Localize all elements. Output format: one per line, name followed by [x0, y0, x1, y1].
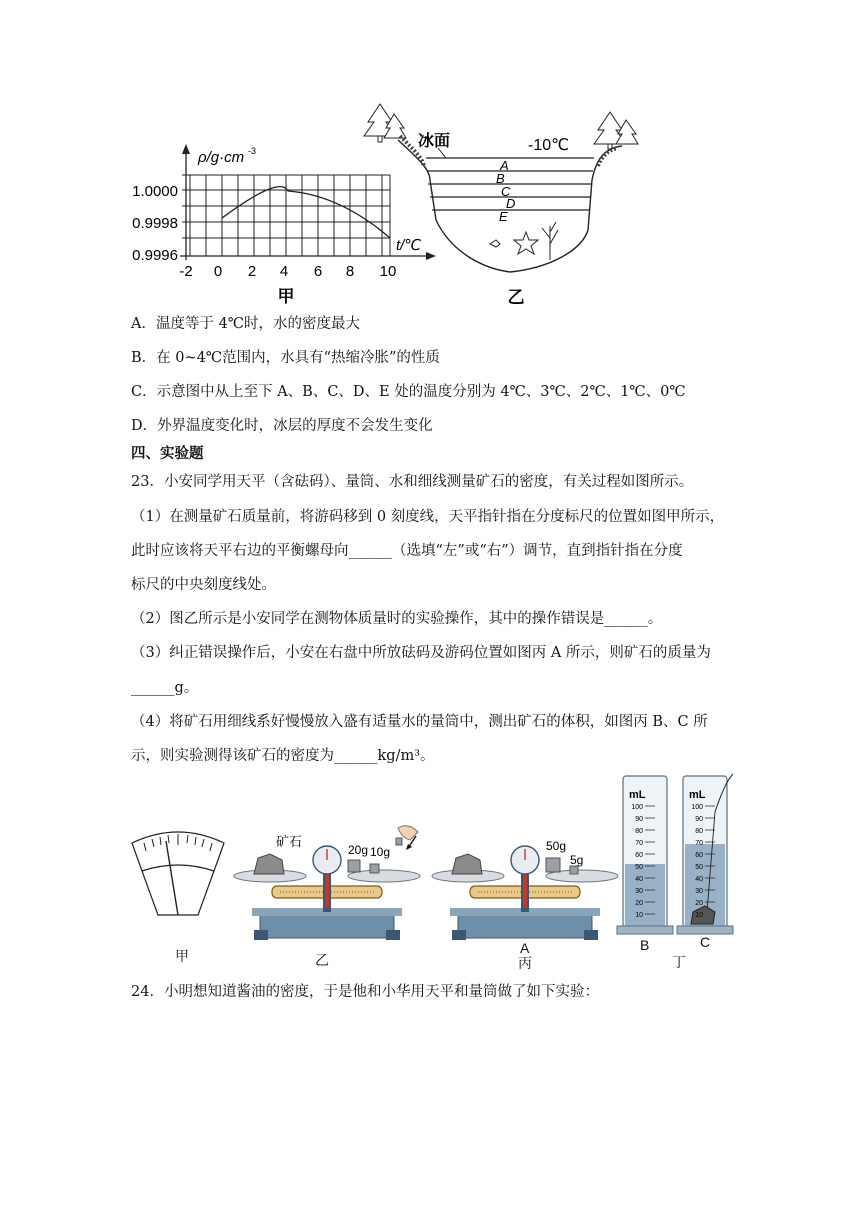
q23-part1-line3: 标尺的中央刻度线处。	[131, 577, 276, 593]
weight-label: 20g	[348, 843, 369, 857]
y-axis-label-sup: -3	[248, 146, 257, 156]
weight-5g-icon	[570, 866, 578, 874]
cylinder-tick: 40	[695, 876, 703, 883]
ice-surface-label: 冰面	[418, 133, 451, 150]
caption-b: B	[640, 937, 650, 953]
x-tick-label: 6	[313, 263, 323, 280]
cylinder-tick: 30	[695, 888, 703, 895]
caption-jia: 甲	[277, 287, 295, 306]
section-heading: 四、实验题	[131, 445, 204, 462]
cylinder-tick: 40	[635, 876, 643, 883]
cylinder-tick: 10	[695, 912, 703, 919]
weight-label: 10g	[370, 845, 391, 859]
x-tick-label: 0	[213, 263, 223, 280]
cylinder-c	[677, 774, 733, 934]
option-d: D．外界温度变化时，冰层的厚度不会发生变化	[131, 418, 433, 434]
caption-c: C	[700, 934, 711, 950]
graduated-cylinders	[615, 772, 735, 942]
caption-bing: 丙	[518, 955, 532, 971]
q23-stem: 23．小安同学用天平（含砝码）、量筒、水和细线测量矿石的密度，有关过程如图所示。	[131, 474, 694, 490]
cylinder-tick: 20	[635, 900, 643, 907]
cylinder-tick: 100	[691, 804, 703, 811]
cylinder-tick: 90	[695, 816, 703, 823]
balance-yi	[232, 820, 422, 945]
balance-bing-a	[430, 820, 620, 945]
cylinder-tick: 50	[695, 864, 703, 871]
cylinder-tick: 50	[635, 864, 643, 871]
cylinder-tick: 80	[695, 828, 703, 835]
tree-right-icon	[594, 112, 638, 149]
option-c: C．示意图中从上至下 A、B、C、D、E 处的温度分别为 4℃、3℃、2℃、1℃、0℃	[131, 384, 686, 400]
q23-part1-line1: （1）在测量矿石质量前，将游码移到 0 刻度线，天平指针指在分度标尺的位置如图甲所示，	[131, 509, 725, 525]
x-tick-label: -2	[179, 263, 193, 280]
layer-label: D	[506, 196, 516, 211]
lake-diagram	[360, 100, 650, 305]
q23-part4-line1: （4）将矿石用细线系好慢慢放入盛有适量水的量筒中，测出矿石的体积，如图丙 B、C 所	[131, 714, 708, 730]
q23-part4-line2: 示，则实验测得该矿石的密度为______kg/m³。	[131, 748, 435, 764]
layer-label: C	[501, 184, 511, 199]
unit-label: mL	[629, 789, 646, 801]
caption-yi-top: 乙	[507, 288, 525, 305]
layer-label: E	[499, 209, 508, 224]
x-tick-label: 4	[279, 263, 289, 280]
weight-10g-icon	[370, 864, 379, 873]
cylinder-tick: 100	[631, 804, 643, 811]
weight-label: 50g	[546, 839, 567, 853]
cylinder-tick: 90	[635, 816, 643, 823]
unit-label: mL	[689, 789, 706, 801]
caption-a: A	[520, 940, 530, 956]
y-tick-label: 1.0000	[132, 183, 178, 200]
y-axis-label: ρ/g·cm	[198, 149, 245, 166]
x-tick-label: 8	[345, 263, 355, 280]
ore-label: 矿石	[276, 834, 303, 849]
q23-part1-line2: 此时应该将天平右边的平衡螺母向______（选填“左”或“右”）调节，直到指针指在分度	[131, 543, 683, 559]
cylinder-tick: 70	[695, 840, 703, 847]
weight-50g-icon	[546, 858, 560, 872]
caption-yi-bottom: 乙	[315, 952, 329, 968]
caption-ding: 丁	[672, 954, 686, 970]
cylinder-b	[617, 776, 673, 934]
caption-jia-bottom: 甲	[175, 948, 189, 964]
layer-label: B	[496, 171, 505, 186]
option-b: B．在 0~4℃范围内，水具有“热缩冷胀”的性质	[131, 350, 440, 366]
cylinder-tick: 20	[695, 900, 703, 907]
layer-label: A	[500, 158, 509, 173]
option-a: A．温度等于 4℃时，水的密度最大	[131, 316, 361, 332]
x-tick-label: 2	[247, 263, 257, 280]
cylinder-tick: 80	[635, 828, 643, 835]
q23-part2: （2）图乙所示是小安同学在测物体质量时的实验操作，其中的操作错误是______。	[131, 611, 663, 627]
fish-icon	[490, 240, 500, 247]
seaweed-icon	[542, 222, 558, 260]
cylinder-tick: 60	[695, 852, 703, 859]
cylinder-tick: 70	[635, 840, 643, 847]
q23-part3-line2: ______g。	[131, 680, 199, 696]
y-tick-label: 0.9998	[132, 215, 178, 232]
x-axis-label: t/℃	[396, 237, 422, 254]
air-temp-label: -10℃	[528, 137, 570, 154]
ore-rock-icon	[452, 854, 482, 874]
weight-label: 5g	[570, 853, 584, 867]
starfish-icon	[514, 232, 538, 254]
q23-part3-line1: （3）纠正错误操作后，小安在右盘中所放砝码及游码位置如图丙 A 所示，则矿石的质量为	[131, 645, 711, 661]
q24-stem: 24．小明想知道酱油的密度，于是他和小华用天平和量筒做了如下实验：	[131, 984, 599, 1000]
weight-20g-icon	[348, 860, 360, 872]
cylinder-tick: 10	[635, 912, 643, 919]
x-tick-label: 10	[379, 263, 397, 280]
cylinder-tick: 60	[635, 852, 643, 859]
cylinder-tick: 30	[635, 888, 643, 895]
y-tick-label: 0.9996	[132, 247, 178, 264]
pointer-scale-diagram	[128, 815, 228, 920]
ore-rock-icon	[254, 854, 284, 874]
hand-tweezers-icon	[396, 826, 418, 850]
